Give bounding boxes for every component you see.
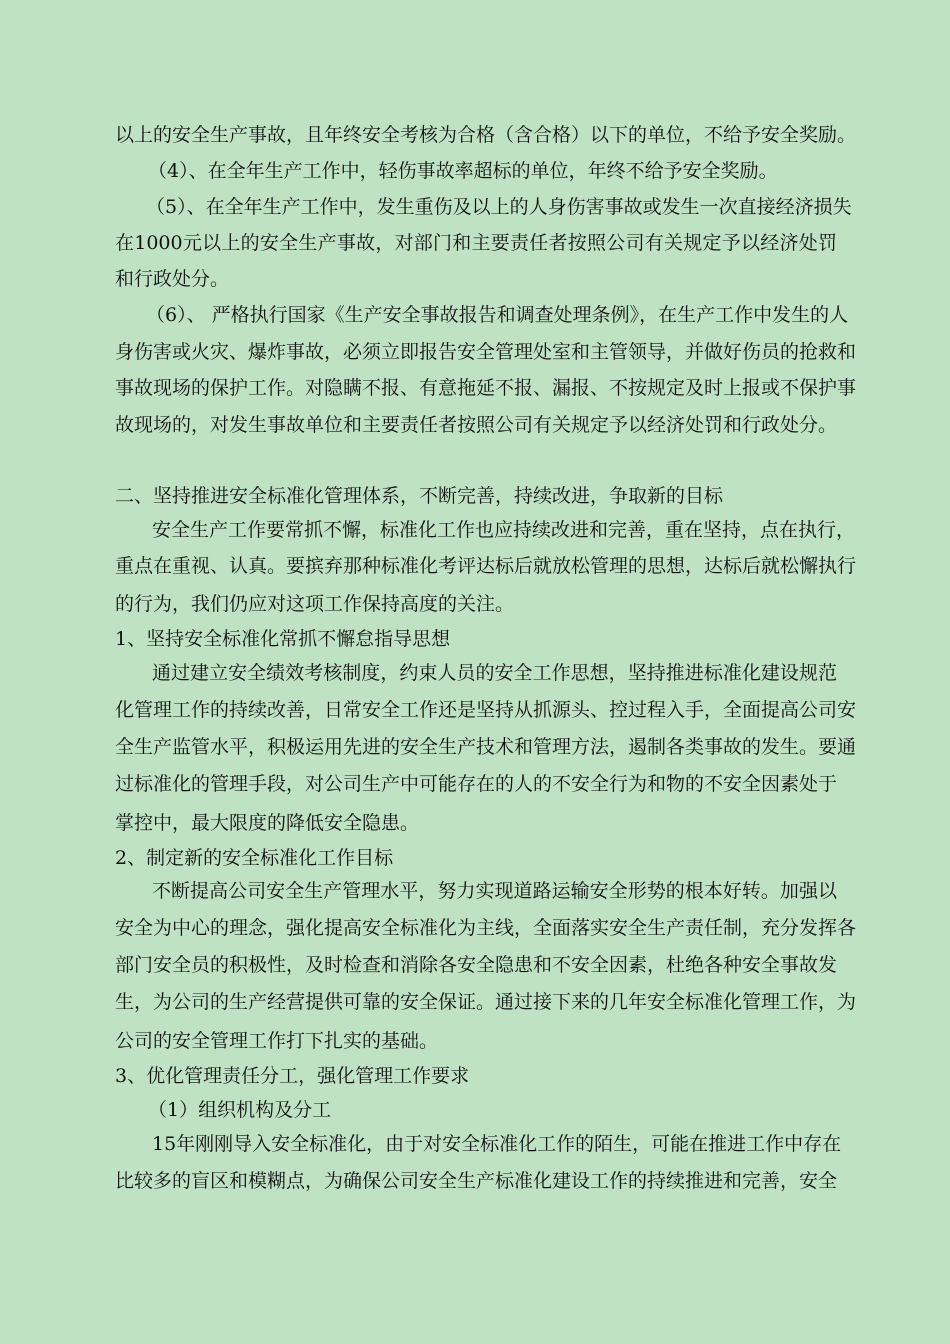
text-line: 身伤害或火灾、爆炸事故，必须立即报告安全管理处室和主管领导，并做好伤员的抢救和: [115, 341, 857, 363]
subsection-heading: 2、制定新的安全标准化工作目标: [115, 847, 394, 869]
text-line: 化管理工作的持续改善，日常安全工作还是坚持从抓源头、控过程入手，全面提高公司安: [115, 699, 857, 721]
text-line: 过标准化的管理手段，对公司生产中可能存在的人的不安全行为和物的不安全因素处于: [115, 773, 838, 795]
text-line: （4）、在全年生产工作中，轻伤事故率超标的单位，年终不给予安全奖励。: [148, 160, 778, 182]
section-heading: 二、坚持推进安全标准化管理体系，不断完善，持续改进，争取新的目标: [115, 485, 724, 507]
text-line: 比较多的盲区和模糊点，为确保公司安全生产标准化建设工作的持续推进和完善，安全: [115, 1170, 838, 1192]
text-line: 安全生产工作要常抓不懈，标准化工作也应持续改进和完善，重在坚持，点在执行，: [152, 519, 856, 541]
text-line: 掌控中，最大限度的降低安全隐患。: [115, 812, 420, 834]
text-line: 全生产监管水平，积极运用先进的安全生产技术和管理方法，遏制各类事故的发生。要通: [115, 736, 857, 758]
text-line: 和行政处分。: [115, 268, 230, 290]
text-line: 部门安全员的积极性，及时检查和消除各安全隐患和不安全因素，杜绝各种安全事故发: [115, 954, 838, 976]
text-line: 15年刚刚导入安全标准化，由于对安全标准化工作的陌生，可能在推进工作中存在: [152, 1133, 842, 1155]
text-line: 生，为公司的生产经营提供可靠的安全保证。通过接下来的几年安全标准化管理工作，为: [115, 991, 857, 1013]
subsection-heading: 3、优化管理责任分工，强化管理工作要求: [115, 1065, 470, 1087]
text-line: （5）、在全年生产工作中，发生重伤及以上的人身伤害事故或发生一次直接经济损失: [146, 196, 852, 218]
text-line: 不断提高公司安全生产管理水平，努力实现道路运输安全形势的根本好转。加强以: [152, 880, 837, 902]
text-line: （6）、 严格执行国家《生产安全事故报告和调查处理条例》，在生产工作中发生的人: [146, 304, 849, 326]
text-line: 在1000元以上的安全生产事故，对部门和主要责任者按照公司有关规定予以经济处罚: [115, 232, 837, 254]
text-line: 的行为，我们仍应对这项工作保持高度的关注。: [115, 593, 515, 615]
text-line: 通过建立安全绩效考核制度，约束人员的安全工作思想，坚持推进标准化建设规范: [152, 662, 837, 684]
text-line: 故现场的，对发生事故单位和主要责任者按照公司有关规定予以经济处罚和行政处分。: [115, 414, 838, 436]
text-line: 安全为中心的理念，强化提高安全标准化为主线，全面落实安全生产责任制，充分发挥各: [115, 917, 857, 939]
subsection-heading: 1、坚持安全标准化常抓不懈怠指导思想: [115, 628, 451, 650]
subsection-heading: （1）组织机构及分工: [148, 1099, 332, 1121]
text-line: 以上的安全生产事故，且年终安全考核为合格（含合格）以下的单位，不给予安全奖励。: [115, 124, 857, 146]
text-line: 事故现场的保护工作。对隐瞒不报、有意拖延不报、漏报、不按规定及时上报或不保护事: [115, 377, 857, 399]
text-line: 公司的安全管理工作打下扎实的基础。: [115, 1030, 439, 1052]
text-line: 重点在重视、认真。要摈弃那种标准化考评达标后就放松管理的思想，达标后就松懈执行: [115, 555, 857, 577]
